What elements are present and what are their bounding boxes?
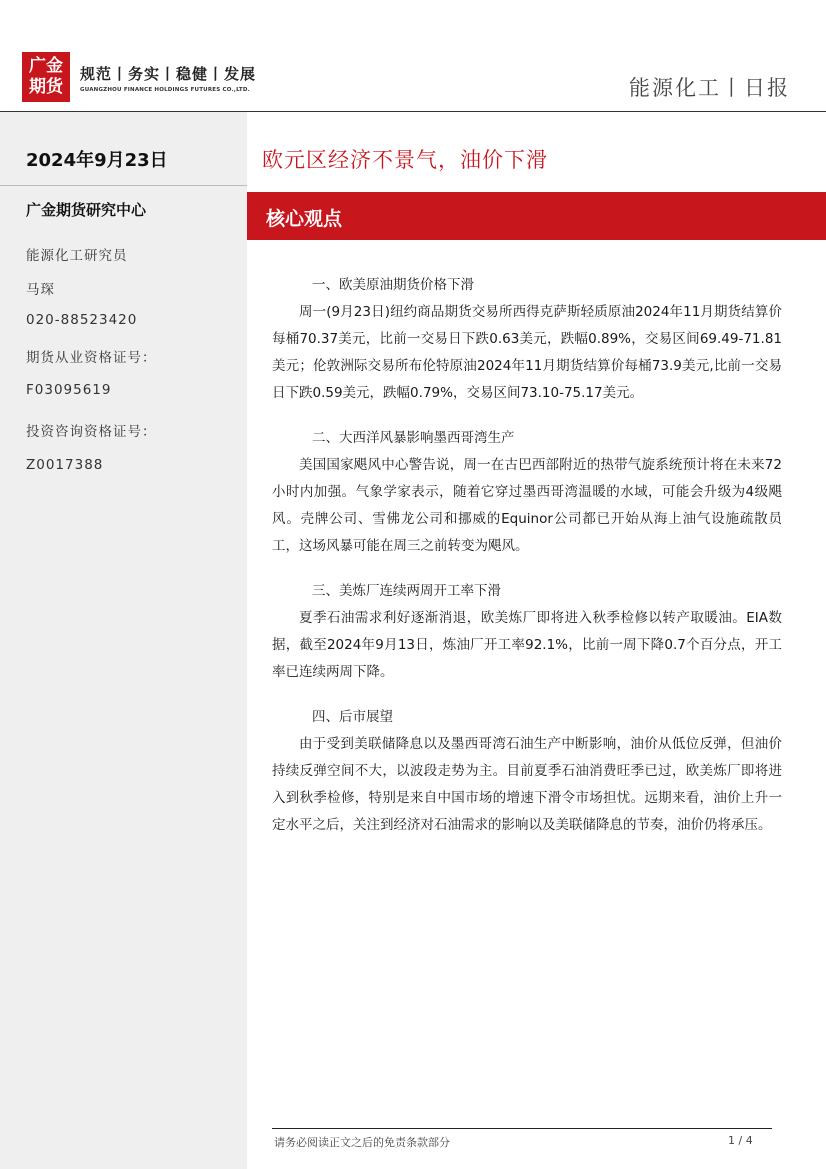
logo-line-2: 期货 bbox=[29, 77, 63, 97]
section-body: 美国国家飓风中心警告说，周一在古巴西部附近的热带气旋系统预计将在未来72小时内加强。气象学家表示，随着它穿过墨西哥湾温暖的水域，可能会升级为4级飓风。壳牌公司、雪佛龙公司和挪威的Equinor公司都已开始从海上油气设施疏散员工，这场风暴可能在周三之前转变为飓风。 bbox=[272, 457, 782, 554]
company-english-name: GUANGZHOU FINANCE HOLDINGS FUTURES CO.,LTD. bbox=[80, 87, 250, 93]
analyst-phone: 020-88523420 bbox=[26, 312, 138, 328]
disclaimer-note: 请务必阅读正文之后的免责条款部分 bbox=[274, 1136, 450, 1149]
section-crude-prices bbox=[272, 272, 782, 407]
company-logo bbox=[22, 52, 70, 102]
advisory-license-number: Z0017388 bbox=[26, 457, 104, 473]
report-content bbox=[272, 272, 782, 857]
section-body: 夏季石油需求利好逐渐消退，欧美炼厂即将进入秋季检修以转产取暖油。EIA数据，截至2024年9月13日，炼油厂开工率92.1%，比前一周下降0.7个百分点，开工率已连续两周下降。 bbox=[272, 610, 782, 680]
analyst-role: 能源化工研究员 bbox=[26, 248, 128, 264]
analyst-name: 马琛 bbox=[26, 282, 55, 298]
section-body: 周一(9月23日)纽约商品期货交易所西得克萨斯轻质原油2024年11月期货结算价每桶70.37美元，比前一交易日下跌0.63美元，跌幅0.89%，交易区间69.49-71.81美元；伦敦洲际交易所布伦特原油2024年11月期货结算价每桶73.9美元,比前一交易日下跌0.59美元，跌幅0.79%，交易区间73.10-75.17美元。 bbox=[272, 304, 782, 401]
report-type: 能源化工丨日报 bbox=[629, 76, 790, 100]
advisory-license-label: 投资咨询资格证号： bbox=[26, 424, 157, 440]
section-atlantic-storm bbox=[272, 425, 782, 560]
sidebar-divider bbox=[0, 185, 247, 186]
logo-line-1: 广金 bbox=[29, 56, 63, 76]
sidebar bbox=[0, 112, 247, 1169]
futures-license-label: 期货从业资格证号： bbox=[26, 350, 157, 366]
section-refinery-utilization bbox=[272, 578, 782, 686]
futures-license-number: F03095619 bbox=[26, 382, 112, 398]
footer-divider bbox=[272, 1128, 772, 1129]
section-body: 由于受到美联储降息以及墨西哥湾石油生产中断影响，油价从低位反弹，但油价持续反弹空间不大，以波段走势为主。目前夏季石油消费旺季已过，欧美炼厂即将进入到秋季检修，特别是来自中国市场的增速下滑令市场担忧。远期来看，油价上升一定水平之后，关注到经济对石油需求的影响以及美联储降息的节奏，油价仍将承压。 bbox=[272, 736, 782, 833]
section-heading: 二、大西洋风暴影响墨西哥湾生产 bbox=[312, 430, 515, 446]
page-header bbox=[0, 0, 826, 112]
section-heading: 一、欧美原油期货价格下滑 bbox=[312, 277, 474, 293]
core-view-label: 核心观点 bbox=[266, 208, 343, 230]
section-heading: 三、美炼厂连续两周开工率下滑 bbox=[312, 583, 501, 599]
company-slogan: 规范丨务实丨稳健丨发展 bbox=[80, 65, 257, 83]
research-center-name: 广金期货研究中心 bbox=[26, 201, 147, 219]
report-date: 2024年9月23日 bbox=[26, 150, 168, 171]
section-heading: 四、后市展望 bbox=[312, 709, 393, 725]
section-outlook bbox=[272, 704, 782, 839]
report-title: 欧元区经济不景气，油价下滑 bbox=[262, 148, 548, 172]
page-number: 1 / 4 bbox=[728, 1134, 753, 1147]
